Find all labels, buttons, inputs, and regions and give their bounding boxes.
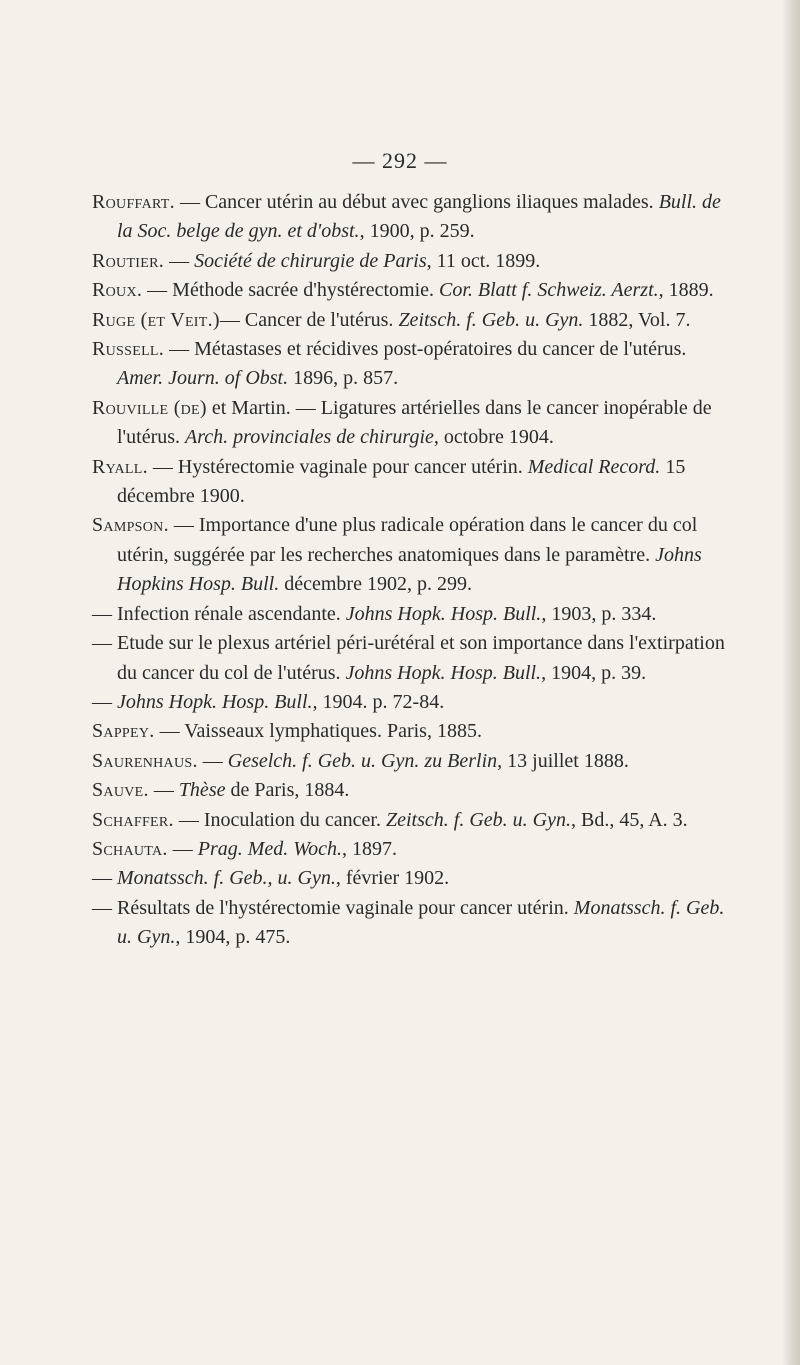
entry-text: — Métastases et récidives post-opératoires du cancer de l'utérus. [164, 338, 687, 361]
bibliography-entry [92, 717, 732, 746]
entry-tail: 15 décembre 1900. [117, 455, 686, 508]
entry-tail: , 1897. [341, 837, 397, 860]
bibliography-entry [92, 864, 732, 893]
entry-source: Johns Hopkins Hosp. Bull. [117, 543, 702, 596]
entry-source: Cor. Blatt f. Schweiz. Aerzt. [439, 279, 659, 302]
entry-tail: , 1904, p. 475. [175, 926, 291, 949]
bibliography-entry [92, 894, 732, 953]
bibliography-entry [92, 776, 732, 805]
entry-source: Medical Record. [527, 455, 661, 478]
entry-author: Sauve. [92, 779, 149, 802]
entry-author: Rouville (de) [92, 396, 207, 419]
entry-tail: , 1900, p. 259. [359, 220, 475, 243]
entry-author: Sappey. [92, 720, 155, 743]
entry-author: Russell. [92, 338, 165, 361]
entry-text: — [92, 867, 117, 890]
bibliography-list [92, 188, 732, 953]
bibliography-entry [92, 394, 732, 453]
entry-text: — Cancer de l'utérus. [219, 308, 399, 331]
entry-tail: , 1889. [658, 279, 714, 302]
entry-author: Ryall. [92, 455, 148, 478]
entry-tail: , octobre 1904. [433, 426, 554, 449]
bibliography-entry [92, 247, 732, 276]
bibliography-entry [92, 335, 732, 394]
bibliography-entry [92, 747, 732, 776]
entry-text: — Inoculation du cancer. [173, 808, 386, 831]
entry-source: Zeitsch. f. Geb. u. Gyn. [398, 308, 584, 331]
entry-text: — Hystérectomie vaginale pour cancer utérin. [147, 455, 528, 478]
entry-source: Johns Hopk. Hosp. Bull. [345, 602, 542, 625]
entry-tail: , Bd., 45, A. 3. [570, 808, 688, 831]
entry-text: — Etude sur le plexus artériel péri-urétéral et son importance dans l'extirpation du cancer du col de l'utérus. [92, 632, 725, 684]
entry-tail: , 1904. p. 72-84. [312, 690, 445, 713]
entry-tail: 1896, p. 857. [288, 367, 399, 390]
entry-source: Thèse [178, 779, 226, 802]
entry-author: Schauta. [92, 837, 168, 860]
entry-tail: , 1904, p. 39. [541, 661, 647, 684]
entry-source: Zeitsch. f. Geb. u. Gyn. [386, 808, 571, 831]
entry-source: Geselch. f. Geb. u. Gyn. zu Berlin [227, 749, 498, 772]
entry-source: Monatssch. f. Geb., u. Gyn. [117, 867, 336, 890]
entry-source: Prag. Med. Woch. [197, 837, 342, 860]
entry-text: — [167, 837, 198, 860]
entry-author: Saurenhaus. [92, 749, 198, 772]
page-edge-shadow [782, 0, 800, 1365]
entry-source: Société de chirurgie de Paris [194, 249, 427, 272]
bibliography-entry [92, 453, 732, 512]
entry-tail: , 13 juillet 1888. [497, 749, 629, 772]
entry-author: Rouffart. [92, 191, 175, 213]
bibliography-entry [92, 600, 732, 629]
entry-author: Schaffer. [92, 808, 174, 831]
bibliography-entry [92, 276, 732, 305]
bibliography-entry [92, 806, 732, 835]
entry-source: Johns Hopk. Hosp. Bull. [117, 690, 313, 713]
bibliography-entry [92, 835, 732, 864]
entry-text: — Résultats de l'hystérectomie vaginale pour cancer utérin. [92, 896, 574, 919]
entry-tail: 1882, Vol. 7. [583, 308, 691, 331]
entry-author: Routier. [92, 249, 165, 272]
entry-author: Roux. [92, 279, 143, 302]
entry-text: — Méthode sacrée d'hystérectomie. [142, 279, 439, 302]
entry-tail: , février 1902. [335, 867, 450, 890]
entry-tail: de Paris, 1884. [225, 779, 350, 802]
entry-text: et Martin. — Ligatures artérielles dans le cancer inopérable de l'utérus. [117, 396, 712, 449]
entry-text: — Cancer utérin au début avec ganglions iliaques malades. [174, 191, 659, 213]
entry-source: Amer. Journ. of Obst. [117, 367, 289, 390]
entry-text: — Importance d'une plus radicale opération dans le cancer du col utérin, suggérée par les recherches anatomiques dans le paramètre. [117, 514, 698, 566]
entry-tail: , 11 oct. 1899. [426, 249, 541, 272]
entry-source: Arch. provinciales de chirurgie [185, 426, 434, 449]
bibliography-entry [92, 629, 732, 688]
entry-author: Sampson. [92, 514, 169, 537]
entry-text: — [148, 779, 179, 802]
bibliography-entry [92, 511, 732, 599]
bibliography-entry [92, 688, 732, 717]
entry-source: Monatssch. f. Geb. u. Gyn. [117, 896, 725, 949]
entry-source: Bull. de la Soc. belge de gyn. et d'obst. [117, 191, 721, 243]
entry-author: Ruge (et Veit.) [92, 308, 220, 331]
entry-text: — [164, 249, 195, 272]
entry-text: — Infection rénale ascendante. [92, 602, 346, 625]
entry-tail: , 1903, p. 334. [541, 602, 657, 625]
entry-text: — Vaisseaux lymphatiques. Paris, 1885. [154, 720, 482, 743]
bibliography-entry [92, 188, 732, 247]
entry-tail: décembre 1902, p. 299. [279, 573, 472, 596]
entry-text: — [197, 749, 228, 772]
entry-text: — [92, 690, 117, 713]
bibliography-entry [92, 306, 732, 335]
page-number: — 292 — [352, 148, 448, 173]
entry-source: Johns Hopk. Hosp. Bull. [345, 661, 542, 684]
